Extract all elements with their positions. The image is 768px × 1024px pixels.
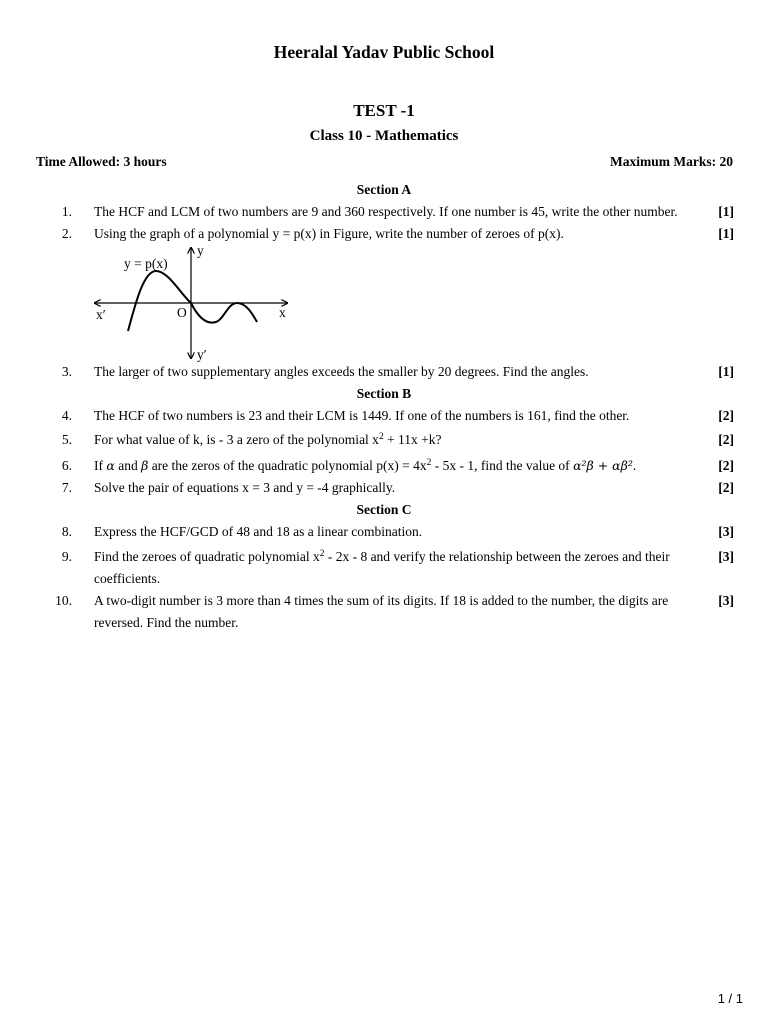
question-marks: [1]	[718, 204, 734, 219]
x-axis-label: x	[279, 305, 286, 320]
question-number: 5.	[61, 432, 72, 447]
question-text: Express the HCF/GCD of 48 and 18 as a linear combination.	[94, 524, 423, 539]
question-marks: [1]	[718, 364, 734, 379]
section-b-heading: Section B	[356, 386, 412, 401]
page-number: 1 / 1	[717, 991, 743, 1006]
question-text: The HCF of two numbers is 23 and their LCM is 1449. If one of the numbers is 161, find the other.	[94, 408, 630, 423]
question-marks: [2]	[718, 408, 734, 423]
polynomial-curve	[128, 271, 257, 331]
y-neg-axis-label: y′	[197, 347, 207, 362]
question-marks: [3]	[718, 593, 734, 608]
question-text: For what value of k, is - 3 a zero of the polynomial $x^2 + 11x +k$?	[94, 432, 442, 447]
origin-label: O	[177, 305, 187, 320]
class-subject: Class 10 - Mathematics	[309, 128, 459, 144]
school-name: Heeralal Yadav Public School	[273, 42, 495, 62]
maximum-marks: Maximum Marks: 20	[610, 154, 733, 169]
x-neg-axis-label: x′	[96, 307, 106, 322]
question-marks: [1]	[718, 226, 734, 241]
question-text: The HCF and LCM of two numbers are 9 and 360 respectively. If one number is 45, write the other number.	[94, 204, 678, 219]
question-marks: [2]	[718, 458, 734, 473]
time-allowed: Time Allowed: 3 hours	[36, 154, 167, 169]
question-text: Find the zeroes of quadratic polynomial $x^2 - 2x - 8$ and verify the relationship between the zeroes and their coefficients.	[94, 549, 670, 586]
question-number: 8.	[61, 524, 72, 539]
question-number: 10.	[55, 593, 72, 608]
question-text: A two-digit number is 3 more than 4 times the sum of its digits. If 18 is added to the number, the digits are reversed. Find the number.	[94, 593, 669, 630]
question-text: The larger of two supplementary angles exceeds the smaller by 20 degrees. Find the angles.	[94, 364, 589, 379]
question-number: 2.	[61, 226, 72, 241]
section-a-heading: Section A	[356, 182, 412, 197]
question-marks: [3]	[718, 524, 734, 539]
question-number: 9.	[61, 549, 72, 564]
question-text: Using the graph of a polynomial y = p(x) in Figure, write the number of zeroes of p(x).	[94, 226, 564, 241]
question-number: 3.	[61, 364, 72, 379]
question-text: If α and β are the zeros of the quadratic polynomial $p(x) = 4x^2 - 5x - 1$, find the value of α²β + αβ².	[94, 458, 637, 473]
section-c-heading: Section C	[356, 502, 412, 517]
question-marks: [2]	[718, 432, 734, 447]
question-text: Solve the pair of equations x = 3 and y = -4 graphically.	[94, 480, 396, 495]
question-marks: [3]	[718, 549, 734, 564]
question-number: 1.	[61, 204, 72, 219]
question-number: 6.	[61, 458, 72, 473]
y-axis-label: y	[197, 243, 204, 258]
polynomial-graph-figure	[90, 243, 296, 363]
curve-label: y = p(x)	[124, 256, 168, 271]
question-marks: [2]	[718, 480, 734, 495]
test-title: TEST -1	[353, 101, 415, 120]
question-number: 7.	[61, 480, 72, 495]
question-number: 4.	[61, 408, 72, 423]
